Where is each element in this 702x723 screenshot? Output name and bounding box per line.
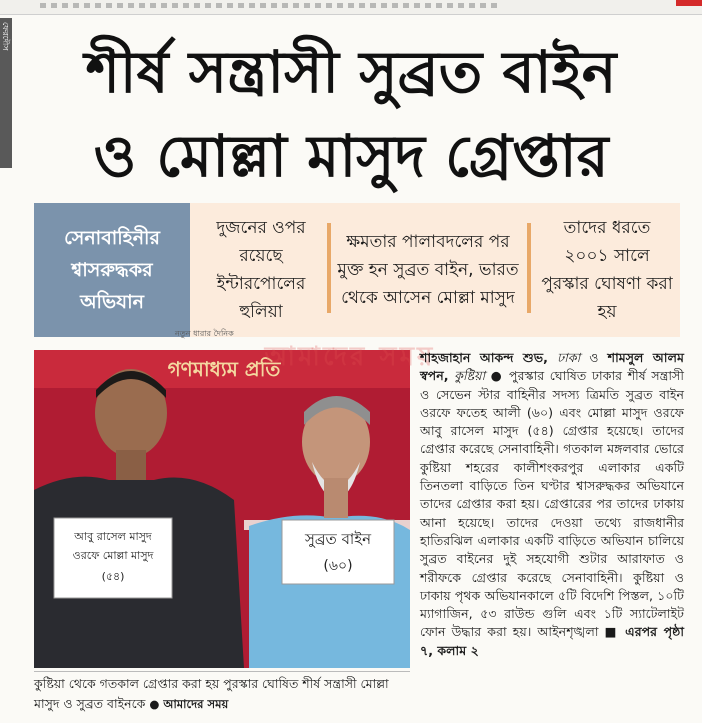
sign-left-line-2: ওরফে মোল্লা মাসুদ <box>72 549 154 562</box>
photo-caption <box>34 674 414 714</box>
caption-rule <box>34 671 410 672</box>
highlight-divider <box>327 223 331 313</box>
sign-right-line-2: (৬০) <box>323 558 353 574</box>
highlight-point-2: ক্ষমতার পালাবদলের পর মুক্ত হন সুব্রত বাইন, ভারত থেকে আসেন মোল্লা মাসুদ <box>337 232 519 308</box>
news-photo <box>34 350 410 668</box>
highlights-band <box>34 203 680 337</box>
article-text: পুরস্কার ঘোষিত ঢাকার শীর্ষ সন্ত্রাসী ও সেভেন স্টার বাহিনীর সদস্য ত্রিমতি সুব্রত বাইন ওরফে ফতেহ আলী (৬০) এবং মোল্লা মাসুদ ওরফে আবু রাসেল মাসুদ (৫৪) গ্রেপ্তার হয়েছে। তাদের গ্রেপ্তার করেছে সেনাবাহিনী। গতকাল মঙ্গলবার ভোরে কুষ্টিয়া শহরের কালীশংকরপুর এলাকার একটি তিনতলা বাড়িতে তিন ঘণ্টার শ্বাসরুদ্ধকর অভিযানে তাদের গ্রেপ্তার করা হয়। গ্রেপ্তারের পর তাদের ঢাকায় আনা হয়েছে। তাদের দেওয়া তথ্যে রাজধানীর হাতিরঝিল এলাকার একটি বাড়িতে অভিযান চালিয়ে সুব্রত বাইনের দুই সহযোগী শুটার আরাফাত ও শরীফকে গ্রেপ্তার করেছে সেনাবাহিনী। কুষ্টিয়া ও ঢাকায় পৃথক অভিযানকালে ৫টি বিদেশি পিস্তল, ১০টি ম্যাগাজিন, ৫৩ রাউন্ড গুলি এবং ১টি স্যাটেলাইট ফোন উদ্ধার করা হয়। আইনশৃঙ্খলা <box>420 368 684 640</box>
headline <box>30 30 672 198</box>
photo-banner-text: গণমাধ্যম প্রতি <box>167 357 281 381</box>
author-2: শামসুল আলম স্বপন, <box>420 350 684 384</box>
red-page-marker <box>676 0 702 6</box>
section-tab <box>0 18 12 168</box>
band-label: সেনাবাহিনীর শ্বাসরুদ্ধকর অভিযান <box>34 203 190 337</box>
place-1: ঢাকা <box>556 350 581 365</box>
byline-conjunction: ও <box>589 350 599 365</box>
article-body <box>420 349 684 660</box>
sign-right-line-1: সুব্রত বাইন <box>304 530 372 548</box>
caption-credit: ● আমাদের সময় <box>149 697 229 711</box>
caption-text: কুষ্টিয়া থেকে গতকাল গ্রেপ্তার করা হয় পুরস্কার ঘোষিত শীর্ষ সন্ত্রাসী মোল্লা মাসুদ ও সুব্রত বাইনকে <box>34 676 389 711</box>
sign-left-line-3: (৫৪) <box>101 570 125 583</box>
highlight-divider <box>527 223 531 313</box>
sign-left-line-1: আবু রাসেল মাসুদ <box>74 530 152 543</box>
header-text-strip <box>40 3 500 8</box>
headline-line-2: ও মোল্লা মাসুদ গ্রেপ্তার <box>93 122 609 190</box>
highlight-point-3: তাদের ধরতে ২০০১ সালে পুরস্কার ঘোষণা করা হয় <box>541 218 673 322</box>
section-tab-label: ফেরদৌস <box>1 22 10 51</box>
highlight-point-1: দুজনের ওপর রয়েছে ইন্টারপোলের হুলিয়া <box>216 218 306 322</box>
continued-link[interactable]: ■ এরপর পৃষ্ঠা ৭, কলাম ২ <box>420 624 685 658</box>
arrest-photo-illustration <box>34 350 410 668</box>
watermark: আমাদের সময় <box>264 342 436 372</box>
place-2: কুষ্টিয়া ● <box>454 368 504 384</box>
source-note: নতুন ধারার দৈনিক <box>175 329 234 338</box>
top-strip <box>0 0 702 15</box>
author-1: শাহজাহান আকন্দ শুভ, <box>420 350 548 365</box>
headline-line-1: শীর্ষ সন্ত্রাসী সুব্রত বাইন <box>85 38 617 106</box>
